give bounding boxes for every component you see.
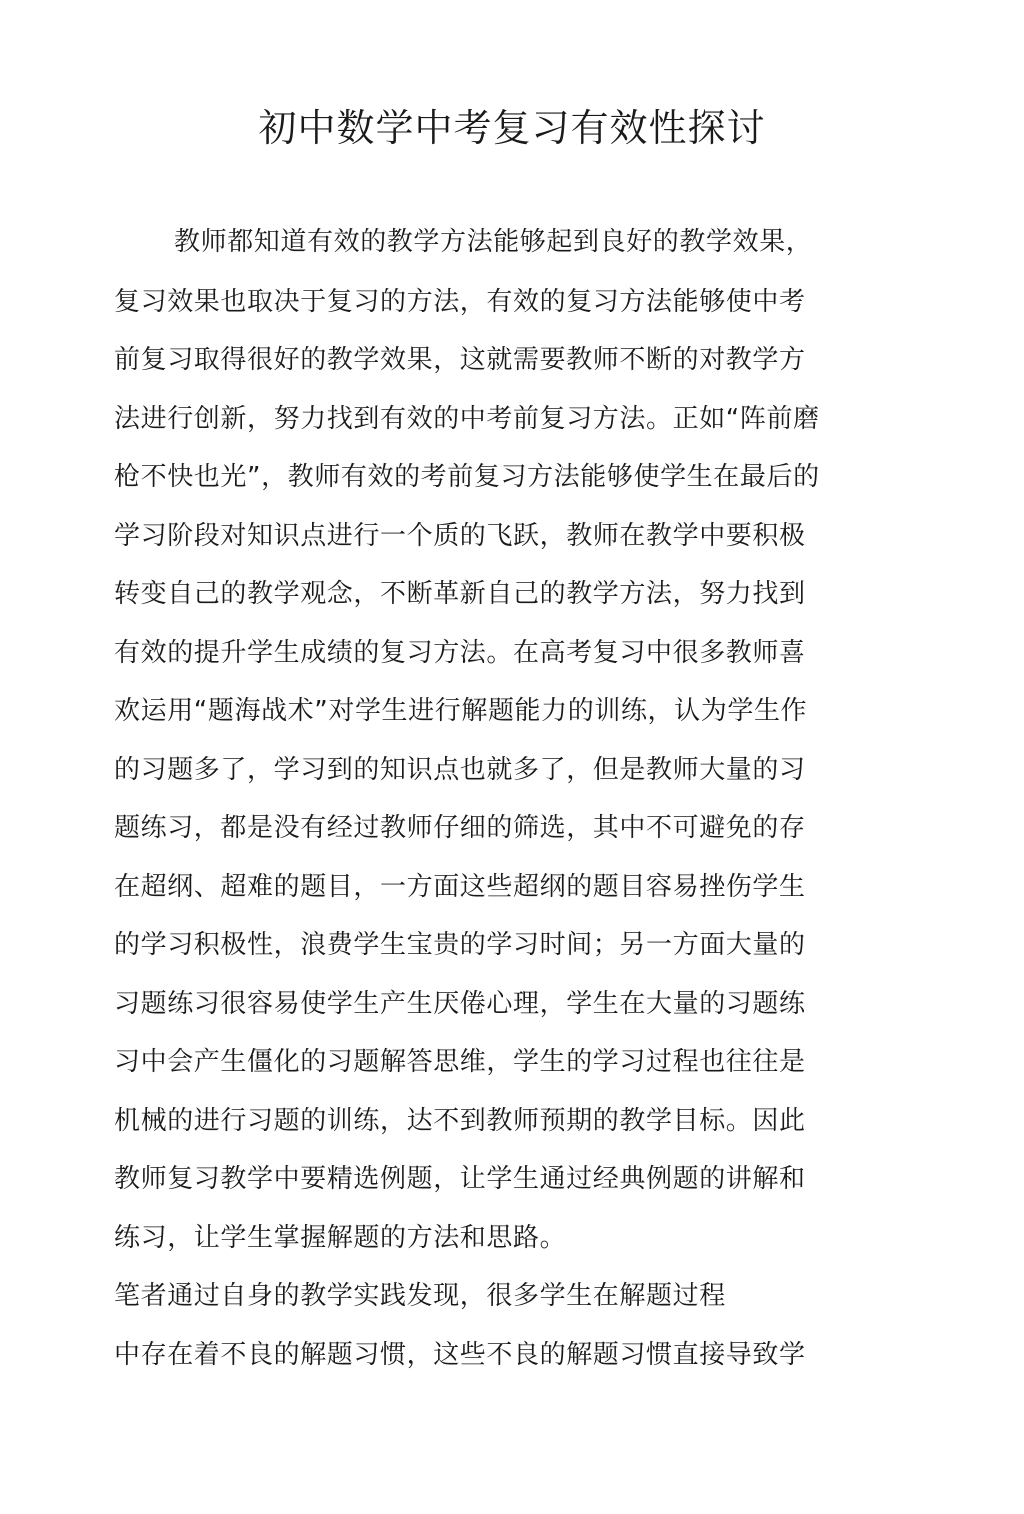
- paragraph-line: 题练习，都是没有经过教师仔细的筛选，其中不可避免的存: [114, 813, 806, 843]
- paragraph-line: 机械的进行习题的训练，达不到教师预期的教学目标。因此: [114, 1106, 806, 1136]
- paragraph-line: 教师复习教学中要精选例题，让学生通过经典例题的讲解和: [114, 1164, 806, 1194]
- paragraph-line: 习题练习很容易使学生产生厌倦心理，学生在大量的习题练: [114, 989, 806, 1019]
- paragraph-line: 教师都知道有效的教学方法能够起到良好的教学效果，: [174, 227, 813, 257]
- paragraph-line: 笔者通过自身的教学实践发现，很多学生在解题过程: [114, 1281, 726, 1311]
- paragraph-line: 前复习取得很好的教学效果，这就需要教师不断的对教学方: [114, 345, 806, 375]
- paragraph-line: 在超纲、超难的题目，一方面这些超纲的题目容易挫伤学生: [114, 872, 806, 902]
- paragraph-line: 练习，让学生掌握解题的方法和思路。: [114, 1223, 567, 1253]
- paragraph-line: 转变自己的教学观念，不断革新自己的教学方法，努力找到: [114, 579, 806, 609]
- paragraph-line: 复习效果也取决于复习的方法，有效的复习方法能够使中考: [114, 287, 806, 317]
- paragraph-line: 法进行创新，努力找到有效的中考前复习方法。正如“阵前磨: [114, 404, 820, 434]
- paragraph-line: 中存在着不良的解题习惯，这些不良的解题习惯直接导致学: [114, 1340, 806, 1370]
- paragraph-line: 枪不快也光”，教师有效的考前复习方法能够使学生在最后的: [114, 462, 820, 492]
- paragraph-line: 的学习积极性，浪费学生宝贵的学习时间；另一方面大量的: [114, 930, 806, 960]
- paragraph-line: 有效的提升学生成绩的复习方法。在高考复习中很多教师喜: [114, 638, 806, 668]
- paragraph-line: 习中会产生僵化的习题解答思维，学生的学习过程也往往是: [114, 1047, 806, 1077]
- paragraph-line: 学习阶段对知识点进行一个质的飞跃，教师在教学中要积极: [114, 521, 806, 551]
- document-title: 初中数学中考复习有效性探讨: [258, 106, 766, 150]
- paragraph-line: 的习题多了，学习到的知识点也就多了，但是教师大量的习: [114, 755, 806, 785]
- paragraph-line: 欢运用“题海战术”对学生进行解题能力的训练，认为学生作: [114, 696, 808, 726]
